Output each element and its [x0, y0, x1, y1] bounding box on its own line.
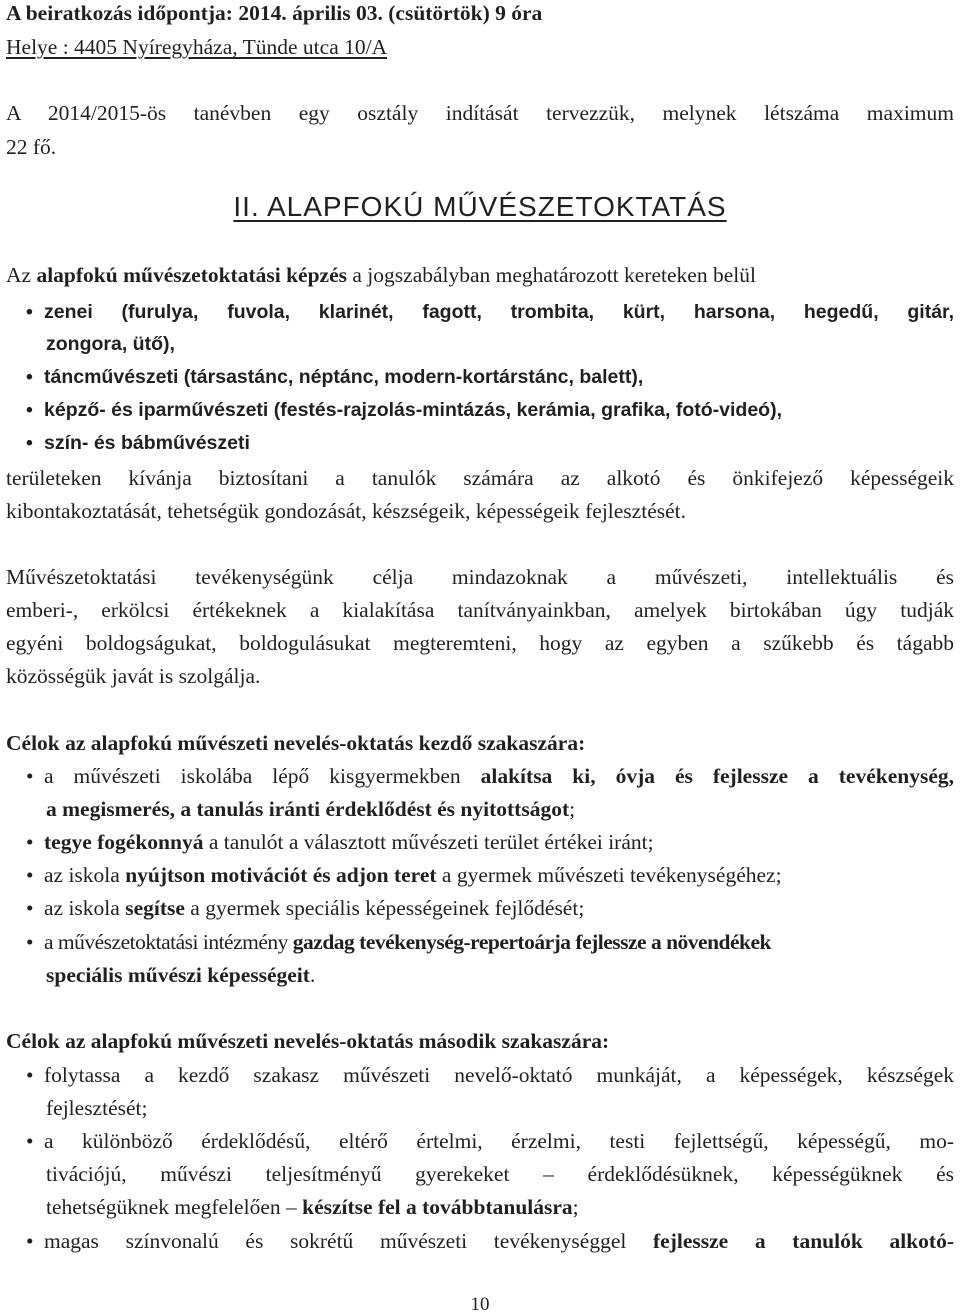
intro-after-line-2: kibontakoztatását, tehetségük gondozását, készségeik, képességeik fejlesztését.	[6, 499, 686, 523]
stage1-item-1-line-2: a megismerés, a tanulás iránti érdeklődést és nyitottságot;	[46, 797, 576, 821]
stage2-heading: Célok az alapfokú művészeti nevelés-oktatás második szakaszára:	[6, 1029, 610, 1053]
bullet-icon: •	[26, 764, 34, 788]
page-number: 10	[470, 1294, 490, 1315]
bullet-icon: •	[26, 366, 33, 388]
goals-line-4: közösségük javát is szolgálja.	[6, 664, 261, 688]
stage2-item-2-line-2: tivációjú, művészi teljesítményű gyerekeket – érdeklődésüknek, képességüknek és	[46, 1162, 954, 1186]
enrollment-date-line: A beiratkozás időpontja: 2014. április 03. (csütörtök) 9 óra	[6, 1, 543, 25]
stage1-item-4: • az iskola segítse a gyermek speciális képességeinek fejlődését;	[26, 896, 585, 920]
stage2-item-3-line-1: • magas színvonalú és sokrétű művészeti tevékenységgel fejlessze a tanulók alkotó-	[26, 1229, 954, 1253]
list-item-dance: • táncművészeti (társastánc, néptánc, modern-kortárstánc, balett),	[26, 366, 644, 388]
intro-after-line-1: területeken kívánja biztosítani a tanulók számára az alkotó és önkifejező képességeik	[6, 466, 954, 490]
bullet-icon: •	[26, 930, 34, 954]
bullet-icon: •	[26, 896, 34, 920]
bullet-icon: •	[26, 830, 34, 854]
stage2-item-1-line-1: • folytassa a kezdő szakasz művészeti nevelő-oktató munkáját, a képességek, készségek	[26, 1063, 954, 1087]
list-item-music-line-2: zongora, ütő),	[46, 333, 175, 355]
stage1-item-5-line-1: • a művészetoktatási intézmény gazdag tevékenység-repertoárja fejlessze a növendékek	[26, 930, 772, 954]
bullet-icon: •	[26, 863, 34, 887]
stage1-item-5-line-2: speciális művészi képességeit.	[46, 963, 316, 987]
goals-line-2: emberi-, erkölcsi értékeknek a kialakítása tanítványainkban, amelyek birtokában úgy tudják	[6, 598, 954, 622]
stage1-heading: Célok az alapfokú művészeti nevelés-oktatás kezdő szakaszára:	[6, 731, 586, 755]
stage2-item-1-line-2: fejlesztését;	[46, 1096, 148, 1120]
bullet-icon: •	[26, 399, 33, 421]
bullet-icon: •	[26, 432, 33, 454]
enrollment-place-line: Helye : 4405 Nyíregyháza, Tünde utca 10/A	[6, 35, 388, 59]
stage1-item-1-line-1: • a művészeti iskolába lépő kisgyermekben alakítsa ki, óvja és fejlessze a tevékenység,	[26, 764, 954, 788]
bullet-icon: •	[26, 1229, 34, 1253]
class-plan-line-1: A 2014/2015-ös tanévben egy osztály indítását tervezzük, melynek létszáma maximum	[6, 101, 954, 125]
stage1-item-3: • az iskola nyújtson motivációt és adjon teret a gyermek művészeti tevékenységéhez;	[26, 863, 782, 887]
goals-line-1: Művészetoktatási tevékenységünk célja mindazoknak a művészeti, intellektuális és	[6, 565, 954, 589]
section-title: II. ALAPFOKÚ MŰVÉSZETOKTATÁS	[233, 191, 727, 222]
bullet-icon: •	[26, 301, 33, 323]
stage2-item-2-line-3: tehetségüknek megfelelően – készítse fel a továbbtanulásra;	[46, 1195, 579, 1219]
bullet-icon: •	[26, 1063, 34, 1087]
goals-line-3: egyéni boldogságukat, boldogulásukat megteremteni, hogy az egyben a szűkebb és tágabb	[6, 631, 954, 655]
list-item-music-line-1: • zenei (furulya, fuvola, klarinét, fagott, trombita, kürt, harsona, hegedű, gitár,	[26, 301, 954, 323]
bullet-icon: •	[26, 1129, 34, 1153]
stage2-item-2-line-1: • a különböző érdeklődésű, eltérő értelmi, érzelmi, testi fejlettségű, képességű, mo-	[26, 1129, 954, 1153]
list-item-theatre: • szín- és bábművészeti	[26, 432, 250, 454]
stage1-item-2: • tegye fogékonnyá a tanulót a választott művészeti terület értékei iránt;	[26, 830, 654, 854]
list-item-fine-arts: • képző- és iparművészeti (festés-rajzolás-mintázás, kerámia, grafika, fotó-videó),	[26, 399, 782, 421]
class-plan-line-2: 22 fő.	[6, 135, 57, 159]
intro-sentence: Az alapfokú művészetoktatási képzés a jogszabályban meghatározott kereteken belül	[6, 263, 756, 287]
